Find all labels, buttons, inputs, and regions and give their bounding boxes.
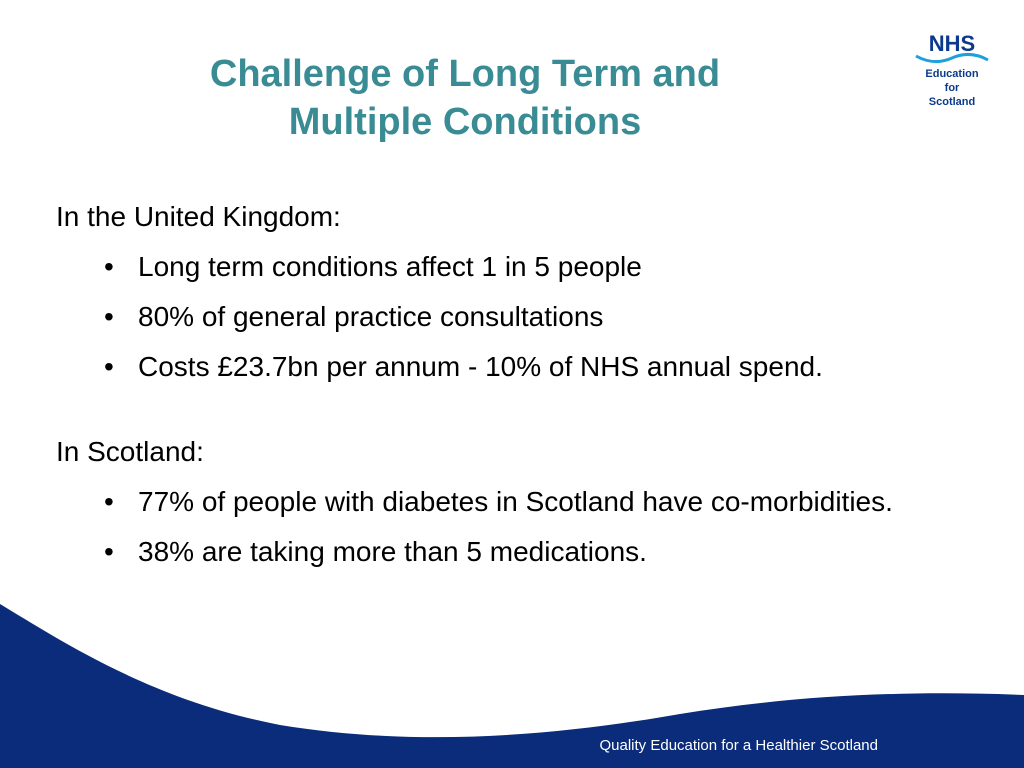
bullet-icon: • [104,536,114,567]
list-item [104,483,908,521]
bullet-text: Costs £23.7bn per annum - 10% of NHS annual spend. [138,351,823,382]
bullet-list-uk [56,248,916,386]
section-heading-scotland: In Scotland: [56,436,204,467]
title-line-2: Multiple Conditions [288,101,642,143]
logo-line-scotland: Scotland [928,96,976,108]
logo-line-education: Education [925,68,979,80]
logo-line-for: for [944,82,960,94]
logo-brand: NHS [928,31,976,56]
bullet-text: 38% are taking more than 5 medications. [138,536,647,567]
list-item [104,248,908,286]
bullet-icon: • [104,301,114,332]
page-title [80,50,850,146]
bullet-text: Long term conditions affect 1 in 5 people [138,251,642,282]
list-item [104,533,908,571]
section-spacer [56,386,916,433]
list-item [104,348,908,386]
bullet-icon: • [104,486,114,517]
title-line-1: Challenge of Long Term and [209,53,721,95]
bullet-icon: • [104,251,114,282]
bullet-icon: • [104,351,114,382]
nhs-wordmark-icon [912,30,992,66]
bullet-text: 77% of people with diabetes in Scotland have co-morbidities. [138,486,893,517]
slide-body [56,198,916,571]
bullet-text: 80% of general practice consultations [138,301,604,332]
nhs-logo-icon [912,30,992,120]
section-heading-uk: In the United Kingdom: [56,201,341,232]
footer-tagline: Quality Education for a Healthier Scotland [599,737,878,754]
list-item [104,298,908,336]
bullet-list-scotland [56,483,916,571]
